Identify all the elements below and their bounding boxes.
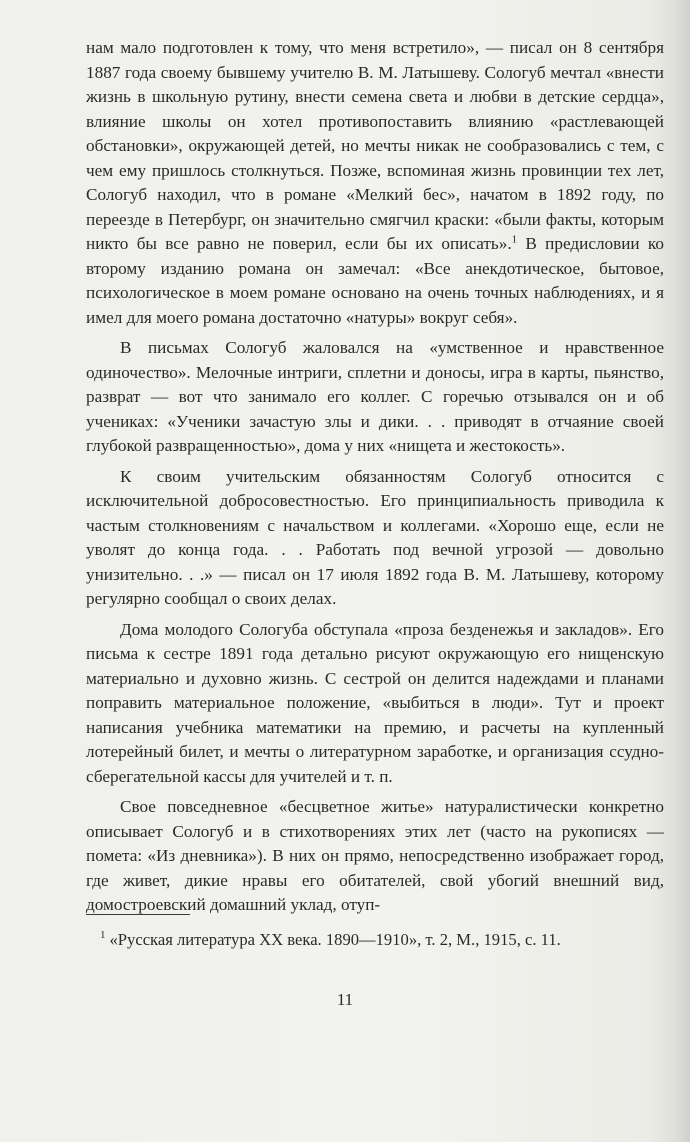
paragraph-4: Дома молодого Сологуба обступала «проза безденежья и закладов». Его письма к сестре 1891 года детально рисуют окружающую его нищенскую материально и духовно жизнь. С сестрой он делится надеждами и планами поправить материальное положение, «выбиться в люди». Тут и проект написания учебника математики на премию, и расчеты на купленный лотерейный билет, и мечты о литературном заработке, и организация ссудно-сберегательной кассы для учителей и т. п. <box>86 619 664 786</box>
footnote-divider <box>86 914 190 915</box>
paragraph-1-text-continued: В предисловии ко второму изданию романа он замечал: «Все анекдотическое, бытовое, психологическое в моем романе основано на очень точных наблюдениях, и я имел для моего романа достаточно «натуры» вокруг себя». <box>86 234 664 327</box>
footnote-mark: 1 <box>100 929 106 942</box>
footnote <box>86 928 664 952</box>
paragraph-5: Свое повседневное «бесцветное житье» натуралистически конкретно описывает Сологуб и в стихотворениях этих лет (часто на рукописях — помета: «Из дневника»). В них он прямо, непосредственно изображает город, где живет, дикие нравы его обитателей, свой убогий внешний вид, домостроевский домашний уклад, отуп- <box>86 797 664 914</box>
main-text <box>86 36 664 924</box>
footnote-text: «Русская литература XX века. 1890—1910», т. 2, М., 1915, с. 11. <box>109 930 561 949</box>
page-number: 11 <box>336 990 354 1009</box>
paragraph-1-text: нам мало подготовлен к тому, что меня встретило», — писал он 8 сентября 1887 года своему бывшему учителю В. М. Латышеву. Сологуб мечтал «внести жизнь в школьную рутину, внести семена света и любви в детские сердца», влияние школы он хотел противопоставить влиянию «растлевающей обстановки», окружающей детей, но мечты никак не сообразовались с тем, с чем ему пришлось столкнуться. Позже, вспоминая жизнь провинции тех лет, Сологуб находил, что в романе «Мелкий бес», начатом в 1892 году, по переезде в Петербург, он значительно смягчил краски: «были факты, которым никто бы все равно не поверил, если бы их описать». <box>86 38 664 253</box>
paragraph-3: К своим учительским обязанностям Сологуб относится с исключительной добросовестностью. Его принципиальность приводила к частым столкновениям с начальством и коллегами. «Хорошо еще, если не уволят до конца года. . . Работать под вечной угрозой — довольно унизительно. . .» — писал он 17 июля 1892 года В. М. Латышеву, которому регулярно сообщал о своих делах. <box>86 466 664 608</box>
footnote-reference: 1 <box>511 233 518 246</box>
paragraph-2: В письмах Сологуб жаловался на «умственное и нравственное одиночество». Мелочные интриги, сплетни и доносы, игра в карты, пьянство, разврат — вот что занимало его коллег. С горечью отзывался он и об учениках: «Ученики зачастую злы и дики. . . приводят в отчаяние своей глубокой развращенностью», дома у них «нищета и жестокость». <box>86 338 664 455</box>
paragraph-1 <box>86 36 664 330</box>
